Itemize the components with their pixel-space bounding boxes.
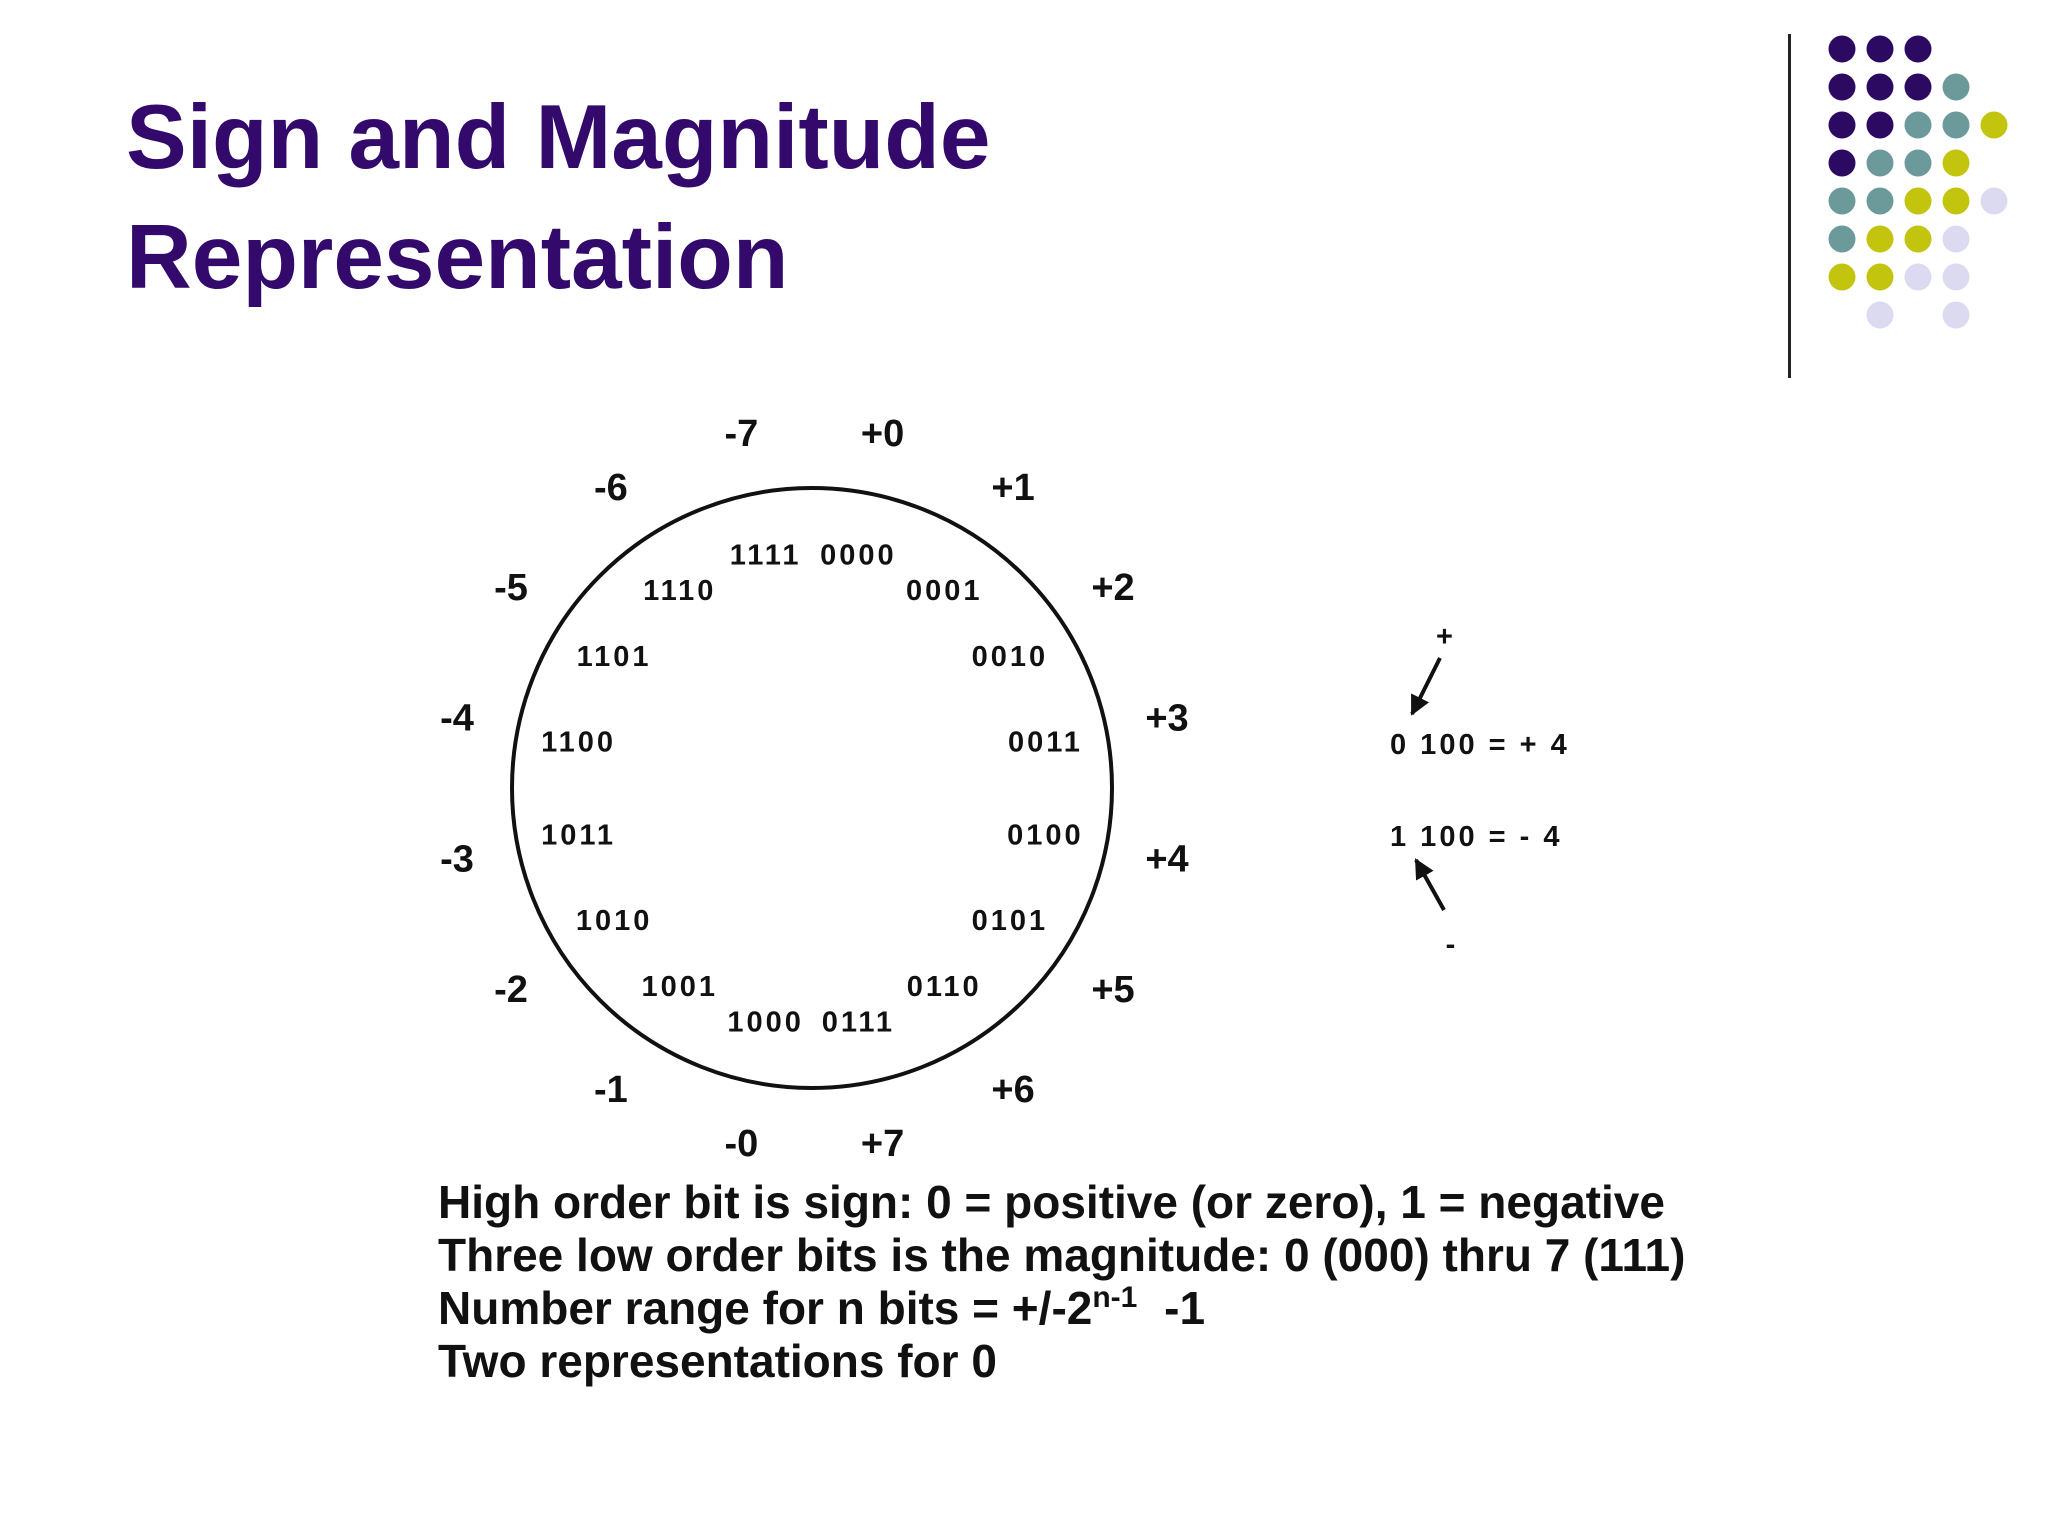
wheel-decimal-value: +4 <box>1145 838 1189 881</box>
wheel-binary-code: 1111 <box>729 539 802 572</box>
wheel-decimal-value: +6 <box>991 1069 1035 1111</box>
wheel-decimal-value: +2 <box>1091 566 1135 609</box>
wheel-binary-code: 1101 <box>576 640 652 673</box>
positive-example: 0 100 = + 4 <box>1390 729 1570 761</box>
note-line-2: Three low order bits is the magnitude: 0 (000) thru 7 (111) <box>438 1229 1686 1281</box>
wheel-decimal-value: -7 <box>724 413 759 455</box>
wheel-decimal-value: -4 <box>440 697 474 740</box>
plus-sign-label: + <box>1436 621 1456 653</box>
wheel-decimal-value: -6 <box>594 467 628 509</box>
note-line-3-main: Number range for n bits = +/-2 <box>438 1282 1093 1334</box>
wheel-binary-code: 1010 <box>575 905 653 938</box>
wheel-decimal-value: -2 <box>494 969 528 1012</box>
wheel-binary-code: 1001 <box>641 970 719 1003</box>
title-line-2: Representation <box>126 207 789 308</box>
wheel-binary-code: 1110 <box>643 575 717 608</box>
note-line-3-exponent: n-1 <box>1092 1281 1138 1314</box>
wheel-decimal-value: +1 <box>991 467 1035 509</box>
wheel-binary-code: 0101 <box>971 905 1049 938</box>
wheel-binary-code: 0001 <box>905 575 983 608</box>
wheel-binary-code: 0010 <box>971 640 1049 673</box>
explanation-notes <box>438 1176 1685 1388</box>
wheel-decimal-value: -5 <box>494 566 528 609</box>
wheel-decimal-value: +3 <box>1145 697 1189 740</box>
wheel-binary-code: 0100 <box>1007 819 1084 852</box>
note-line-3-tail: -1 <box>1164 1282 1206 1334</box>
note-line-4: Two representations for 0 <box>438 1335 997 1387</box>
wheel-binary-code: 0011 <box>1007 726 1083 759</box>
wheel-binary-code: 0000 <box>820 539 897 572</box>
note-line-3 <box>438 1282 1685 1335</box>
wheel-decimal-value: -1 <box>594 1069 628 1111</box>
arrow-to-positive <box>1412 658 1440 714</box>
note-line-1: High order bit is sign: 0 = positive (or zero), 1 = negative <box>438 1176 1665 1228</box>
wheel-decimal-value: -0 <box>724 1123 759 1165</box>
wheel-binary-code: 0111 <box>821 1006 896 1039</box>
wheel-binary-code: 1000 <box>727 1006 804 1039</box>
wheel-decimal-value: -3 <box>440 838 474 881</box>
minus-sign-label: - <box>1445 929 1459 961</box>
arrow-to-negative <box>1416 860 1444 910</box>
wheel-decimal-value: +7 <box>860 1123 905 1165</box>
wheel-decimal-value: +5 <box>1091 969 1135 1012</box>
wheel-circle <box>512 488 1112 1088</box>
wheel-binary-code: 1011 <box>541 819 617 852</box>
title-line-1: Sign and Magnitude <box>126 87 991 188</box>
negative-example: 1 100 = - 4 <box>1390 821 1563 853</box>
wheel-binary-code: 0110 <box>906 970 982 1003</box>
wheel-decimal-value: +0 <box>860 413 905 455</box>
wheel-binary-code: 1100 <box>541 726 617 759</box>
